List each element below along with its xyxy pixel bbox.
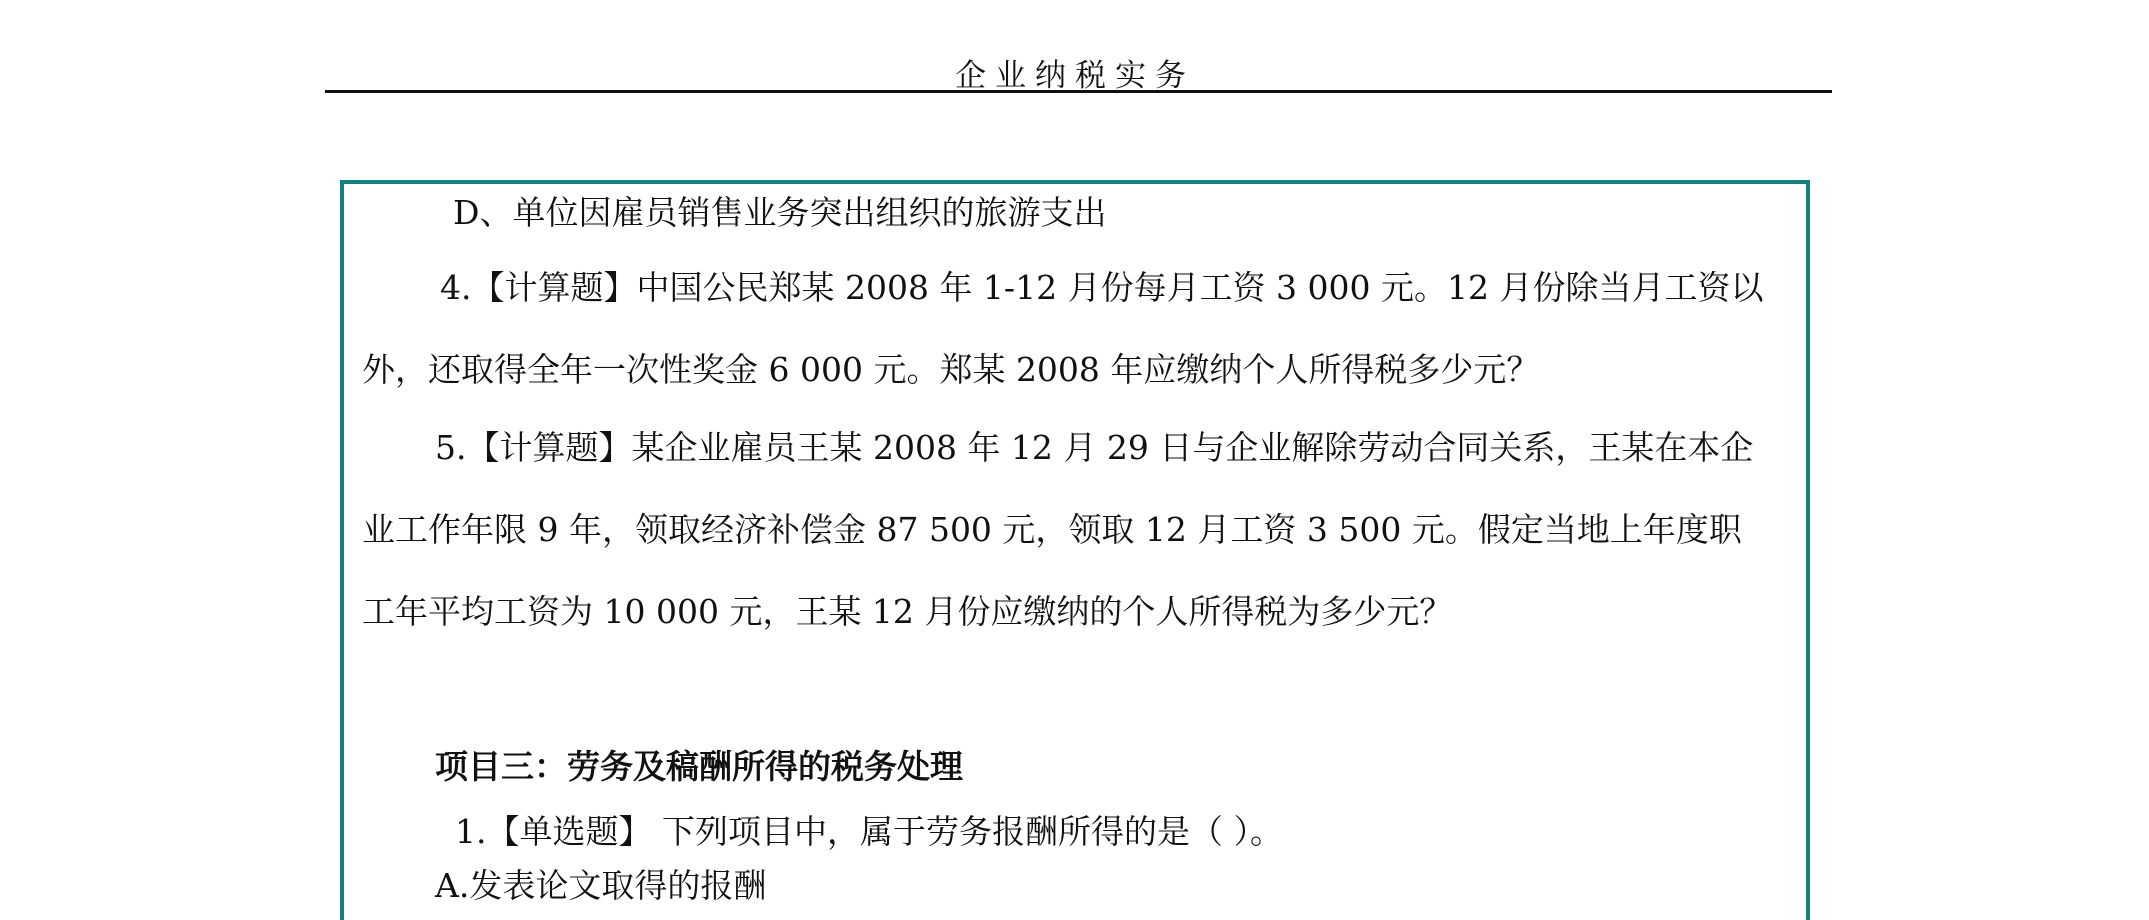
text-line-question-4: 4.【计算题】中国公民郑某 2008 年 1-12 月份每月工资 3 000 元。12 月份除当月工资以 bbox=[440, 268, 1764, 307]
page-header-title: 企业纳税实务 bbox=[955, 58, 1195, 94]
header-divider bbox=[325, 90, 1832, 93]
text-line-question-4-cont: 外，还取得全年一次性奖金 6 000 元。郑某 2008 年应缴纳个人所得税多少元？ bbox=[362, 350, 1540, 389]
text-line-question-5-cont: 业工作年限 9 年，领取经济补偿金 87 500 元，领取 12 月工资 3 500 元。假定当地上年度职 bbox=[362, 510, 1742, 549]
option-a: A.发表论文取得的报酬 bbox=[435, 866, 767, 905]
question-1: 1.【单选题】 下列项目中，属于劳务报酬所得的是（ ）。 bbox=[455, 812, 1283, 851]
text-line-question-5-end: 工年平均工资为 10 000 元，王某 12 月份应缴纳的个人所得税为多少元？ bbox=[362, 592, 1453, 631]
text-line-question-5: 5.【计算题】某企业雇员王某 2008 年 12 月 29 日与企业解除劳动合同关系，王某在本企 bbox=[435, 428, 1754, 467]
section-heading: 项目三：劳务及稿酬所得的税务处理 bbox=[435, 747, 963, 786]
text-line-option-d: D、单位因雇员销售业务突出组织的旅游支出 bbox=[453, 193, 1107, 232]
